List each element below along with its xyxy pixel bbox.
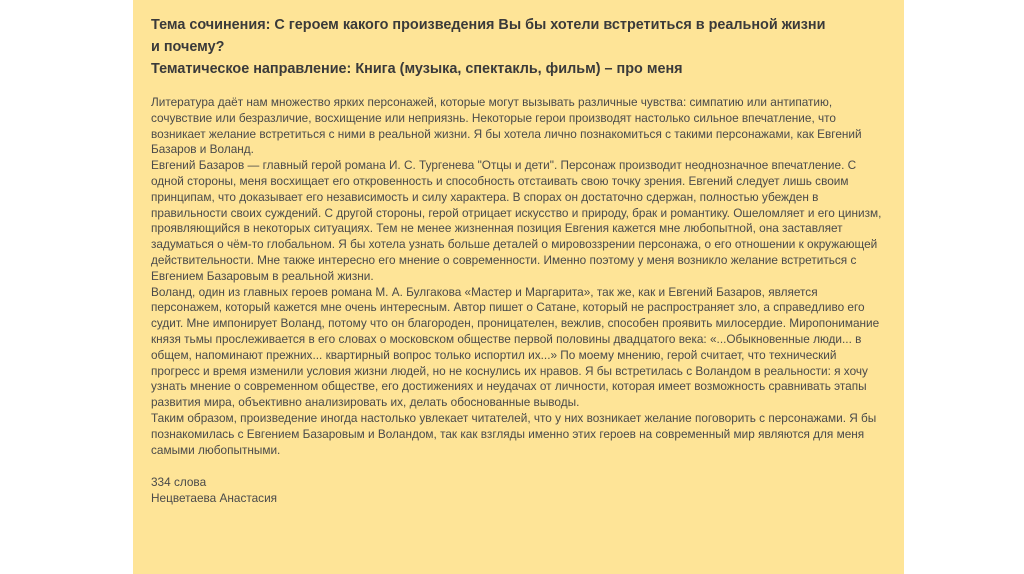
word-count: 334 слова — [151, 475, 207, 490]
slide — [133, 0, 904, 574]
topic-line-2: и почему? — [151, 39, 225, 55]
thematic-direction: Тематическое направление: Книга (музыка, спектакль, фильм) – про меня — [151, 61, 683, 77]
essay-body — [151, 95, 886, 458]
topic-title — [151, 14, 886, 58]
essay-heading — [151, 14, 886, 80]
topic-line-1: Тема сочинения: С героем какого произведения Вы бы хотели встретиться в реальной жизни — [151, 17, 826, 33]
essay-paragraph: Литература даёт нам множество ярких персонажей, которые могут вызывать различные чувства: симпатию или антипатию, сочувствие или безразличие, восхищение или неприязнь. Некоторые герои производят настолько сильное впечатление, что возникает желание встретиться с ними в реальной жизни. Я бы хотела лично познакомиться с такими персонажами, как Евгений Базаров и Воланд. — [151, 95, 862, 157]
essay-paragraph: Воланд, один из главных героев романа М. А. Булгакова «Мастер и Маргарита», так же, как и Евгений Базаров, является персонажем, который кажется мне очень интересным. Автор пишет о Сатане, который не распространяет зло, а справедливо его судит. Мне импонирует Воланд, потому что он благороден, проницателен, вежлив, способен проявить милосердие. Миропонимание князя тьмы прослеживается в его словах о московском обществе первой половины двадцатого века: «...Обыкновенные люди... в общем, напоминают прежних... квартирный вопрос только испортил их...» По моему мнению, герой считает, что технический прогресс и время изменили условия жизни людей, но не коснулись их нравов. Я бы встретилась с Воландом в реальности: я хочу узнать мнение о современном обществе, его достижениях и неудачах от личности, которая имеет возможность сравнивать этапы развития мира, объективно анализировать их, делать обоснованные выводы. — [151, 284, 880, 410]
essay-paragraph: Таким образом, произведение иногда настолько увлекает читателей, что у них возникает желание поговорить с персонажами. Я бы познакомилась с Евгением Базаровым и Воландом, так как взгляды именно этих героев на современный мир являются для меня самыми любопытными. — [151, 410, 877, 457]
author-name: Нецветаева Анастасия — [151, 491, 278, 506]
essay-paragraph: Евгений Базаров — главный герой романа И. С. Тургенева "Отцы и дети". Персонаж производит неоднозначное впечатление. С одной стороны, меня восхищает его откровенность и способность отстаивать свою точку зрения. Евгений следует лишь своим принципам, что доказывает его независимость и силу характера. В спорах он достаточно сдержан, полностью убежден в правильности своих суждений. С другой стороны, герой отрицает искусство и природу, брак и романтику. Ошеломляет и его цинизм, проявляющийся в некоторых ситуациях. Тем не менее жизненная позиция Евгения кажется мне любопытной, она заставляет задуматься о чём-то глобальном. Я бы хотела узнать больше деталей о мировоззрении персонажа, о его отношении к окружающей действительности. Мне также интересно его мнение о современности. Именно поэтому у меня возникло желание встретиться с Евгением Базаровым в реальной жизни. — [151, 158, 882, 283]
essay-footer — [151, 475, 886, 507]
